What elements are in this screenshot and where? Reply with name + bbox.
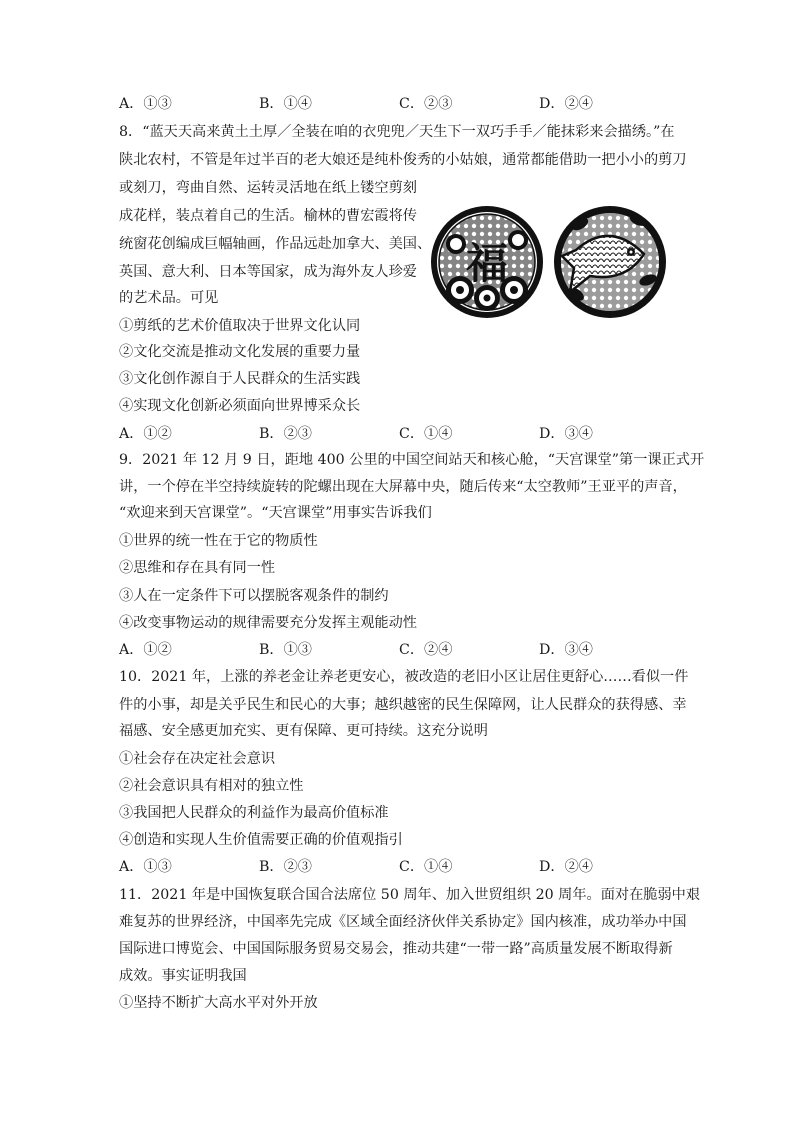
- q10-stem-line: 10．2021 年，上涨的养老金让养老更安心，被改造的老旧小区让居住更舒心……看似一件: [119, 669, 689, 685]
- q9-stem-line: “欢迎来到天宫课堂”。“天宫课堂”用事实告诉我们: [119, 505, 432, 521]
- q10-statement-4: ④创造和实现人生价值需要正确的价值观指引: [119, 832, 403, 848]
- q10-options: [119, 857, 679, 877]
- q9-stem-line: 9．2021 年 12 月 9 日，距地 400 公里的中国空间站天和核心舱，“天宫课堂”第一课正式开: [119, 452, 705, 468]
- q7-option-c[interactable]: C．②③: [399, 96, 453, 112]
- q10-statement-3: ③我国把人民群众的利益作为最高价值标准: [119, 805, 389, 821]
- q10-stem-line: 福感、安全感更加充实、更有保障、更可持续。这充分说明: [119, 723, 488, 739]
- q8-option-a[interactable]: A．①②: [119, 426, 172, 442]
- q8-stem-line: 统窗花创编成巨幅轴画，作品远赴加拿大、美国、: [119, 236, 432, 252]
- q11-stem-line: 成效。事实证明我国: [119, 968, 247, 984]
- q8-option-d[interactable]: D．③④: [539, 426, 593, 442]
- q8-statement-4: ④实现文化创新必须面向世界博采众长: [119, 398, 361, 414]
- q11-stem-line: 11．2021 年是中国恢复联合国合法席位 50 周年、加入世贸组织 20 周年。面对在脆弱中艰: [119, 887, 701, 903]
- q11-stem-line: 国际进口博览会、中国国际服务贸易交易会，推动共建“一带一路”高质量发展不断取得新: [119, 941, 673, 957]
- q10-option-a[interactable]: A．①③: [119, 859, 172, 875]
- q8-options: [119, 424, 679, 444]
- q10-statement-1: ①社会存在决定社会意识: [119, 751, 276, 767]
- q9-options: [119, 640, 679, 660]
- fish-papercut: [554, 206, 666, 318]
- q9-statement-2: ②思维和存在具有同一性: [119, 560, 276, 576]
- q9-statement-1: ①世界的统一性在于它的物质性: [119, 533, 318, 549]
- q8-statement-2: ②文化交流是推动文化发展的重要力量: [119, 344, 361, 360]
- q10-option-d[interactable]: D．②④: [539, 859, 593, 875]
- fu-character: 福: [465, 239, 509, 288]
- q8-stem-line: 英国、意大利、日本等国家，成为海外友人珍爱: [119, 264, 417, 280]
- q8-statement-3: ③文化创作源自于人民群众的生活实践: [119, 371, 361, 387]
- q10-statement-2: ②社会意识具有相对的独立性: [119, 778, 304, 794]
- q7-option-d[interactable]: D．②④: [539, 96, 593, 112]
- q9-option-a[interactable]: A．①②: [119, 642, 172, 658]
- q11-stem-line: 难复苏的世界经济，中国率先完成《区域全面经济伙伴关系协定》国内核准，成功举办中国: [119, 914, 687, 930]
- q9-statement-3: ③人在一定条件下可以摆脱客观条件的制约: [119, 588, 389, 604]
- q8-stem-line: 8．“蓝天天高来黄土土厚／全装在咱的衣兜兜／天生下一双巧手手／能抹彩来会描绣。”在: [119, 124, 675, 140]
- fu-papercut: [431, 206, 543, 318]
- q9-statement-4: ④改变事物运动的规律需要充分发挥主观能动性: [119, 615, 417, 631]
- q7-options: [119, 94, 679, 114]
- q8-option-c[interactable]: C．①④: [399, 426, 453, 442]
- q8-option-b[interactable]: B．②③: [259, 426, 312, 442]
- q9-option-d[interactable]: D．③④: [539, 642, 593, 658]
- q9-option-c[interactable]: C．②④: [399, 642, 453, 658]
- papercut-image: [430, 190, 670, 334]
- q8-stem-line: 或刻刀，弯曲自然、运转灵活地在纸上镂空剪刻: [119, 180, 417, 196]
- q7-option-a[interactable]: A．①③: [119, 96, 172, 112]
- q8-stem-line: 陕北农村，不管是年过半百的老大娘还是纯朴俊秀的小姑娘，通常都能借助一把小小的剪刀: [119, 152, 687, 168]
- q10-option-b[interactable]: B．②③: [259, 859, 312, 875]
- q8-stem-line: 的艺术品。可见: [119, 290, 219, 306]
- q8-statement-1: ①剪纸的艺术价值取决于世界文化认同: [119, 318, 361, 334]
- q7-option-b[interactable]: B．①④: [259, 96, 312, 112]
- q10-stem-line: 件的小事，却是关乎民生和民心的大事；越织越密的民生保障网，让人民群众的获得感、幸: [119, 697, 687, 713]
- q9-stem-line: 讲，一个停在半空持续旋转的陀螺出现在大屏幕中央，随后传来“太空教师”王亚平的声音，: [119, 479, 687, 495]
- q11-statement-1: ①坚持不断扩大高水平对外开放: [119, 995, 318, 1011]
- q10-option-c[interactable]: C．①④: [399, 859, 453, 875]
- q9-option-b[interactable]: B．①③: [259, 642, 312, 658]
- q8-stem-line: 成花样，装点着自己的生活。榆林的曹宏霞将传: [119, 208, 417, 224]
